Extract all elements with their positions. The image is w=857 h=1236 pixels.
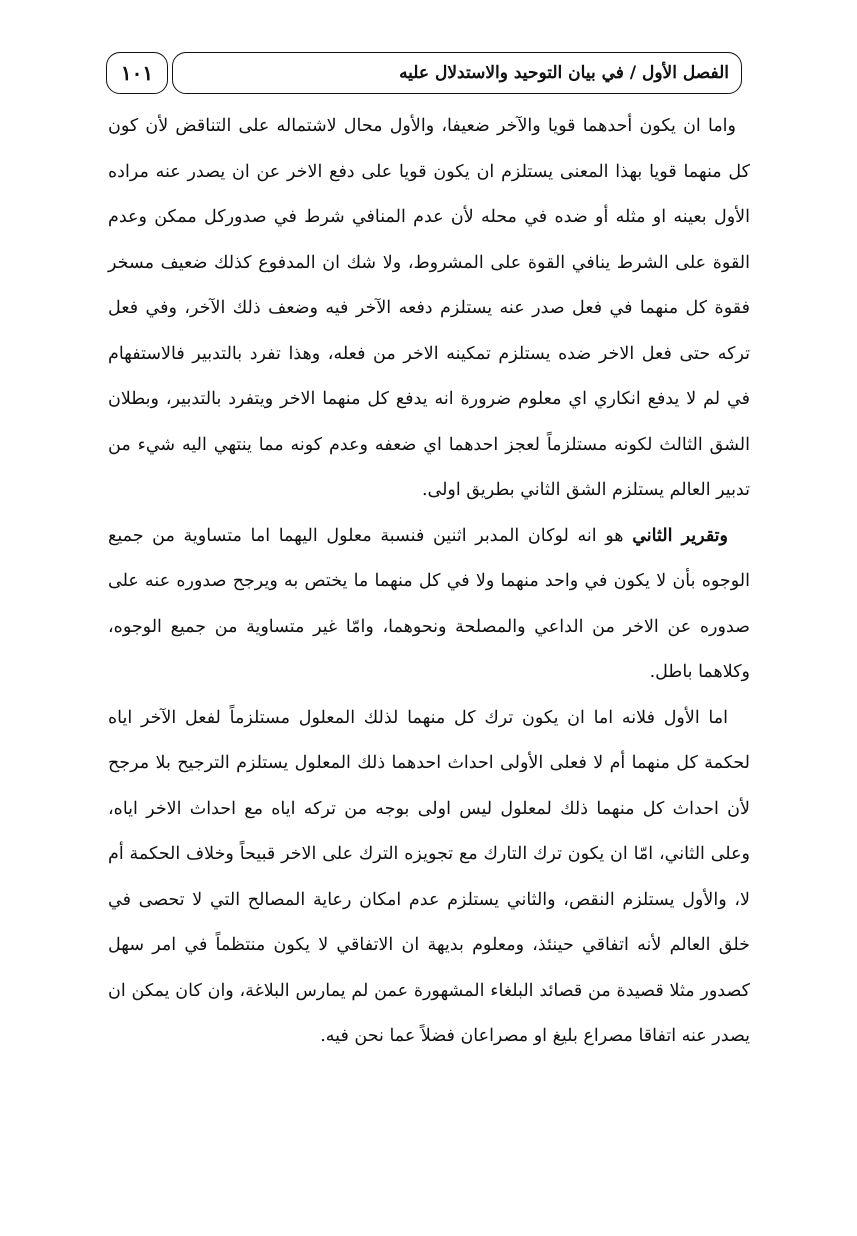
page-number-frame [106,52,168,94]
chapter-title: الفصل الأول / في بيان التوحيد والاستدلال عليه [399,63,729,83]
paragraph-1 [108,104,750,514]
paragraph-3-text: اما الأول فلانه اما ان يكون ترك كل منهما لذلك المعلول مستلزماً لفعل الآخر اياه لحكمة كل منهما أم لا فعلى الأولى احداث احدهما ذلك المعلول يستلزم الترجيح بلا مرجح لأن احداث كل منهما ذلك لمعلول ليس اولى بوجه من تركه اياه مع احداث الاخر اياه، وعلى الثاني، امّا ان يكون ترك التارك مع تجويزه الترك على الاخر قبيحاً وخلاف الحكمة أم لا، والأول يستلزم النقص، والثاني يستلزم عدم امكان رعاية المصالح التي لا تحصى في خلق العالم لأنه اتفاقي حينئذ، ومعلوم بديهة ان الاتفاقي لا يكون منتظماً في امر سهل كصدور مثلا قصيدة من قصائد البلغاء المشهورة عمن لم يمارس البلاغة، وان كان يمكن ان يصدر عنه اتفاقا مصراع بليغ او مصراعان فضلاً عما نحن فيه. [108,707,750,1046]
paragraph-2-text: هو انه لوكان المدبر اثنين فنسبة معلول اليهما اما متساوية من جميع الوجوه بأن لا يكون في واحد منهما ولا في كل منهما ما يختص به ويرجح صدوره عنه على صدوره عن الاخر من الداعي والمصلحة ونحوهما، وامّا غير متساوية من جميع الوجوه، وكلاهما باطل. [108,525,750,682]
page-number: ١٠١ [120,61,154,85]
body-text [108,104,750,1060]
running-header [98,52,742,96]
paragraph-2 [108,514,750,696]
paragraph-2-lead: وتقرير الثاني [632,525,728,546]
chapter-title-frame [172,52,742,94]
paragraph-3 [108,696,750,1060]
paragraph-1-text: واما ان يكون أحدهما قويا والآخر ضعيفا، والأول محال لاشتماله على التناقض لأن كون كل منهما قويا بهذا المعنى يستلزم ان يكون قويا على دفع الاخر عن ان يصدر عنه مراده الأول بعينه او مثله أو ضده في محله لأن عدم المنافي شرط في صدوركل ممكن وعدم القوة على الشرط ينافي القوة على المشروط، ولا شك ان المدفوع كذلك ضعيف مسخر فقوة كل منهما في فعل صدر عنه يستلزم دفعه الآخر فيه وضعف ذلك الآخر، وفي فعل تركه حتى فعل الاخر ضده يستلزم تمكينه الاخر من فعله، وهذا تفرد بالتدبير فالاستفهام في لم لا يدفع انكاري اي معلوم ضرورة انه يدفع كل منهما الاخر ويتفرد بالتدبير، وبطلان الشق الثالث لكونه مستلزماً لعجز احدهما اي ضعفه وعدم كونه مما ينتهي اليه شيء من تدبير العالم يستلزم الشق الثاني بطريق اولى. [108,116,750,500]
